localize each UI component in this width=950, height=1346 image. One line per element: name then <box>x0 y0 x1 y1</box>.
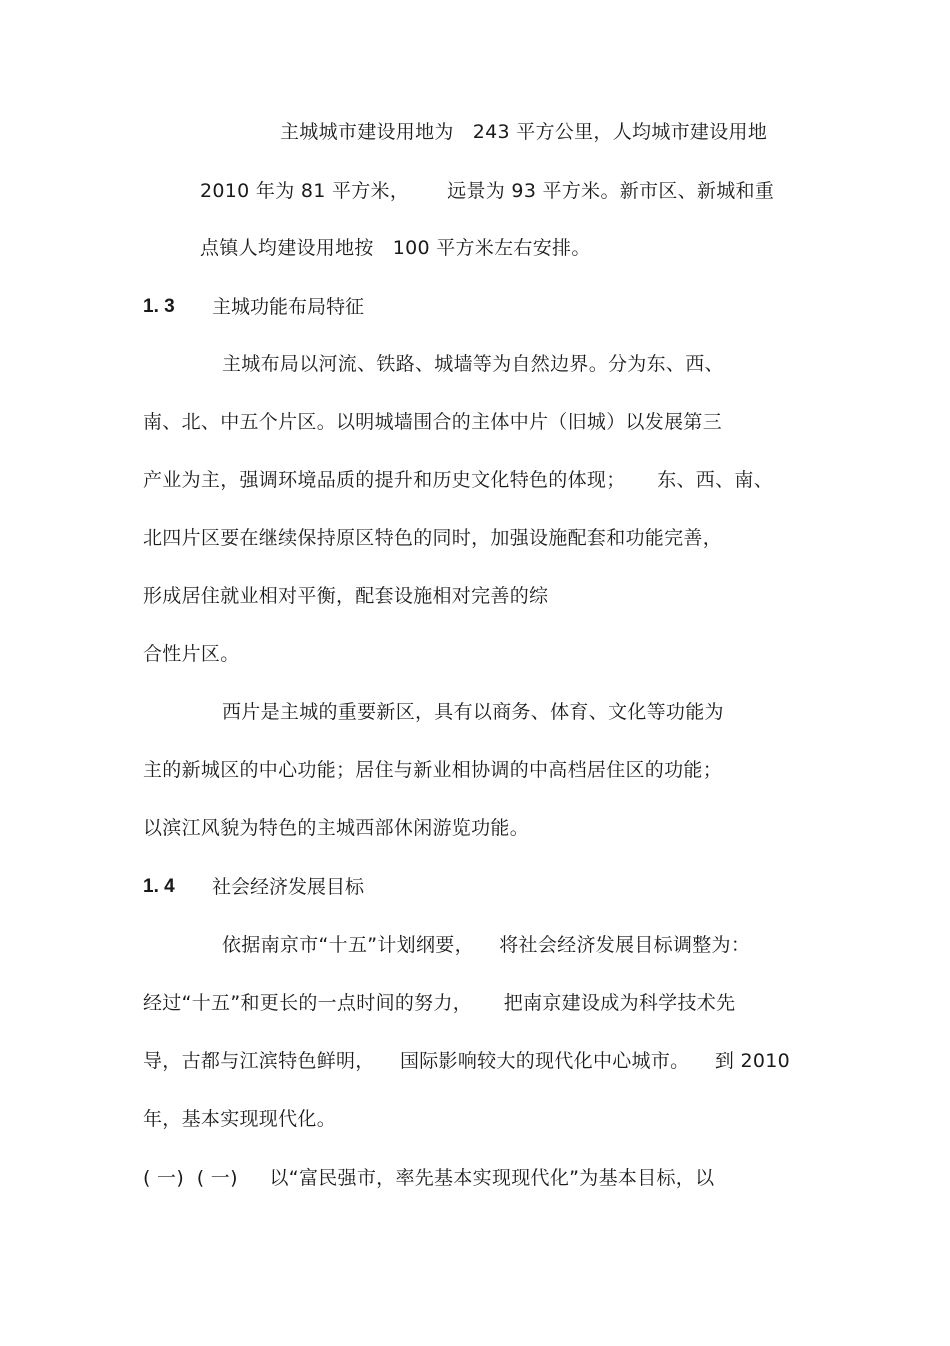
section-title: 社会经济发展目标 <box>212 876 365 898</box>
paragraph-line: 依据南京市“十五”计划纲要， 将社会经济发展目标调整为： <box>222 934 751 956</box>
paragraph-line: 以滨江风貌为特色的主城西部休闲游览功能。 <box>143 817 530 839</box>
paragraph-line: 主城城市建设用地为 243 平方公里，人均城市建设用地 <box>280 121 768 143</box>
section-title: 主城功能布局特征 <box>212 296 365 318</box>
list-item: ( 一) ( 一) 以“富民强市，率先基本实现现代化”为基本目标，以 <box>143 1167 715 1189</box>
section-number: 1. 4 <box>143 876 175 897</box>
paragraph-line: 形成居住就业相对平衡，配套设施相对完善的综 <box>143 585 549 607</box>
paragraph-line: 导，古都与江滨特色鲜明， 国际影响较大的现代化中心城市。 到 2010 <box>143 1050 791 1072</box>
paragraph-line: 主的新城区的中心功能；居住与新业相协调的中高档居住区的功能； <box>143 759 723 781</box>
paragraph-line: 点镇人均建设用地按 100 平方米左右安排。 <box>200 237 591 259</box>
paragraph-line: 产业为主，强调环境品质的提升和历史文化特色的体现； 东、西、南、 <box>143 469 773 491</box>
paragraph-line: 2010 年为 81 平方米， 远景为 93 平方米。新市区、新城和重 <box>200 180 775 202</box>
paragraph-line: 合性片区。 <box>143 643 240 665</box>
paragraph-line: 经过“十五”和更长的一点时间的努力， 把南京建设成为科学技术先 <box>143 992 736 1014</box>
section-number: 1. 3 <box>143 296 175 317</box>
paragraph-line: 主城布局以河流、铁路、城墙等为自然边界。分为东、西、 <box>222 353 724 375</box>
paragraph-line: 年，基本实现现代化。 <box>143 1108 337 1130</box>
paragraph-line: 南、北、中五个片区。以明城墙围合的主体中片（旧城）以发展第三 <box>143 411 723 433</box>
paragraph-line: 西片是主城的重要新区，具有以商务、体育、文化等功能为 <box>222 701 724 723</box>
paragraph-line: 北四片区要在继续保持原区特色的同时，加强设施配套和功能完善， <box>143 527 723 549</box>
